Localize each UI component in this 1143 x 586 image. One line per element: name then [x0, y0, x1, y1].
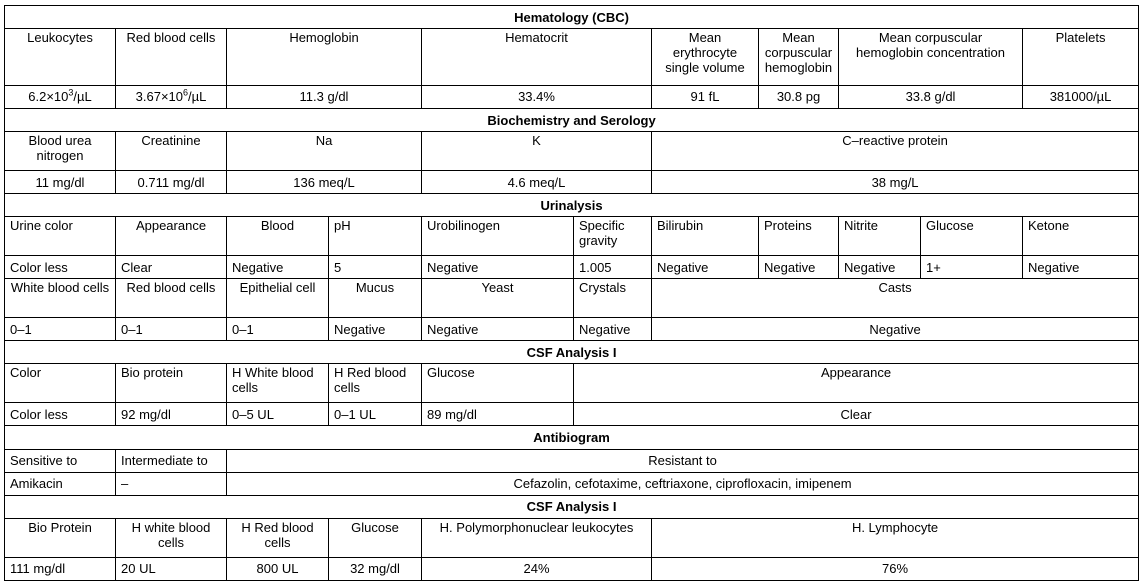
header-glucose-2: Glucose — [329, 518, 422, 557]
value-k: 4.6 meq/L — [422, 171, 652, 194]
biochem-title: Biochemistry and Serology — [5, 109, 1139, 132]
value-mean-corpuscular-hemoglobin: 30.8 pg — [759, 85, 839, 108]
hematology-value-row — [5, 85, 1139, 108]
value-csf-glucose: 89 mg/dl — [422, 403, 574, 426]
csf1-value-row — [5, 403, 1139, 426]
value-mchc: 33.8 g/dl — [839, 85, 1023, 108]
hematology-header-row — [5, 29, 1139, 86]
header-hematocrit: Hematocrit — [422, 29, 652, 86]
csf1-section-row — [5, 341, 1139, 364]
biochem-header-row — [5, 132, 1139, 171]
antibiogram-header-row — [5, 449, 1139, 472]
value-platelets: 381000/µL — [1023, 85, 1139, 108]
header-hemoglobin: Hemoglobin — [227, 29, 422, 86]
header-red-blood-cells: Red blood cells — [116, 29, 227, 86]
header-h-white-blood-cells-2: H white blood cells — [116, 518, 227, 557]
hematology-section-row — [5, 6, 1139, 29]
header-csf-glucose: Glucose — [422, 364, 574, 403]
header-nitrite: Nitrite — [839, 217, 921, 256]
header-mean-corpuscular-hemoglobin: Mean corpuscular hemoglobin — [759, 29, 839, 86]
urinalysis-section-row — [5, 194, 1139, 217]
value-h-red-blood-cells-2: 800 UL — [227, 557, 329, 580]
header-polymorphonuclear-leukocytes: H. Polymorphonuclear leukocytes — [422, 518, 652, 557]
value-ph: 5 — [329, 256, 422, 279]
value-blood-urea-nitrogen: 11 mg/dl — [5, 171, 116, 194]
header-proteins: Proteins — [759, 217, 839, 256]
header-h-red-blood-cells-2: H Red blood cells — [227, 518, 329, 557]
value-urine-color: Color less — [5, 256, 116, 279]
antibiogram-section-row — [5, 426, 1139, 449]
urinalysis-header-row-1 — [5, 217, 1139, 256]
header-h-red-blood-cells: H Red blood cells — [329, 364, 422, 403]
header-bio-protein: Bio protein — [116, 364, 227, 403]
value-bilirubin: Negative — [652, 256, 759, 279]
value-specific-gravity: 1.005 — [574, 256, 652, 279]
header-h-white-blood-cells: H White blood cells — [227, 364, 329, 403]
value-resistant-to: Cefazolin, cefotaxime, ceftriaxone, ciprofloxacin, imipenem — [227, 472, 1139, 495]
urinalysis-title: Urinalysis — [5, 194, 1139, 217]
value-crystals: Negative — [574, 318, 652, 341]
header-white-blood-cells: White blood cells — [5, 279, 116, 318]
value-blood: Negative — [227, 256, 329, 279]
header-crystals: Crystals — [574, 279, 652, 318]
value-lymphocyte: 76% — [652, 557, 1139, 580]
value-glucose: 1+ — [921, 256, 1023, 279]
header-ph: pH — [329, 217, 422, 256]
header-urine-red-blood-cells: Red blood cells — [116, 279, 227, 318]
header-k: K — [422, 132, 652, 171]
value-white-blood-cells: 0–1 — [5, 318, 116, 341]
csf2-title: CSF Analysis I — [5, 495, 1139, 518]
header-leukocytes: Leukocytes — [5, 29, 116, 86]
header-appearance: Appearance — [116, 217, 227, 256]
value-sensitive-to: Amikacin — [5, 472, 116, 495]
value-epithelial-cell: 0–1 — [227, 318, 329, 341]
value-casts: Negative — [652, 318, 1139, 341]
header-c-reactive-protein: C–reactive protein — [652, 132, 1139, 171]
header-epithelial-cell: Epithelial cell — [227, 279, 329, 318]
value-polymorphonuclear-leukocytes: 24% — [422, 557, 652, 580]
header-mean-erythrocyte-volume: Mean erythrocyte single volume — [652, 29, 759, 86]
header-glucose: Glucose — [921, 217, 1023, 256]
header-urine-color: Urine color — [5, 217, 116, 256]
value-h-red-blood-cells: 0–1 UL — [329, 403, 422, 426]
value-proteins: Negative — [759, 256, 839, 279]
antibiogram-title: Antibiogram — [5, 426, 1139, 449]
value-bio-protein-2: 111 mg/dl — [5, 557, 116, 580]
hematology-title: Hematology (CBC) — [5, 6, 1139, 29]
header-lymphocyte: H. Lymphocyte — [652, 518, 1139, 557]
header-ketone: Ketone — [1023, 217, 1139, 256]
header-csf-appearance: Appearance — [574, 364, 1139, 403]
csf2-section-row — [5, 495, 1139, 518]
header-platelets: Platelets — [1023, 29, 1139, 86]
value-urobilinogen: Negative — [422, 256, 574, 279]
header-csf-color: Color — [5, 364, 116, 403]
header-specific-gravity: Specific gravity — [574, 217, 652, 256]
csf1-header-row — [5, 364, 1139, 403]
antibiogram-value-row — [5, 472, 1139, 495]
value-hemoglobin: 11.3 g/dl — [227, 85, 422, 108]
value-bio-protein: 92 mg/dl — [116, 403, 227, 426]
csf2-header-row — [5, 518, 1139, 557]
header-blood-urea-nitrogen: Blood urea nitrogen — [5, 132, 116, 171]
header-mucus: Mucus — [329, 279, 422, 318]
header-blood: Blood — [227, 217, 329, 256]
urinalysis-value-row-1 — [5, 256, 1139, 279]
value-intermediate-to: – — [116, 472, 227, 495]
header-bio-protein-2: Bio Protein — [5, 518, 116, 557]
value-creatinine: 0.711 mg/dl — [116, 171, 227, 194]
urinalysis-header-row-2 — [5, 279, 1139, 318]
lab-results-table — [4, 5, 1139, 581]
value-leukocytes: $6.2\times 10^3/\mu L$ — [5, 85, 116, 108]
value-h-white-blood-cells-2: 20 UL — [116, 557, 227, 580]
header-resistant-to: Resistant to — [227, 449, 1139, 472]
value-c-reactive-protein: 38 mg/L — [652, 171, 1139, 194]
value-mean-erythrocyte-volume: 91 fL — [652, 85, 759, 108]
value-ketone: Negative — [1023, 256, 1139, 279]
value-urine-red-blood-cells: 0–1 — [116, 318, 227, 341]
value-glucose-2: 32 mg/dl — [329, 557, 422, 580]
value-appearance: Clear — [116, 256, 227, 279]
header-bilirubin: Bilirubin — [652, 217, 759, 256]
value-h-white-blood-cells: 0–5 UL — [227, 403, 329, 426]
header-creatinine: Creatinine — [116, 132, 227, 171]
urinalysis-value-row-2 — [5, 318, 1139, 341]
value-csf-color: Color less — [5, 403, 116, 426]
csf2-value-row — [5, 557, 1139, 580]
value-nitrite: Negative — [839, 256, 921, 279]
header-intermediate-to: Intermediate to — [116, 449, 227, 472]
biochem-value-row — [5, 171, 1139, 194]
header-yeast: Yeast — [422, 279, 574, 318]
header-casts: Casts — [652, 279, 1139, 318]
header-mchc: Mean corpuscular hemoglobin concentration — [839, 29, 1023, 86]
header-na: Na — [227, 132, 422, 171]
value-na: 136 meq/L — [227, 171, 422, 194]
value-hematocrit: 33.4% — [422, 85, 652, 108]
value-red-blood-cells: $3.67\times 10^6/\mu L$ — [116, 85, 227, 108]
csf1-title: CSF Analysis I — [5, 341, 1139, 364]
header-sensitive-to: Sensitive to — [5, 449, 116, 472]
biochem-section-row — [5, 109, 1139, 132]
value-csf-appearance: Clear — [574, 403, 1139, 426]
value-yeast: Negative — [422, 318, 574, 341]
header-urobilinogen: Urobilinogen — [422, 217, 574, 256]
value-mucus: Negative — [329, 318, 422, 341]
